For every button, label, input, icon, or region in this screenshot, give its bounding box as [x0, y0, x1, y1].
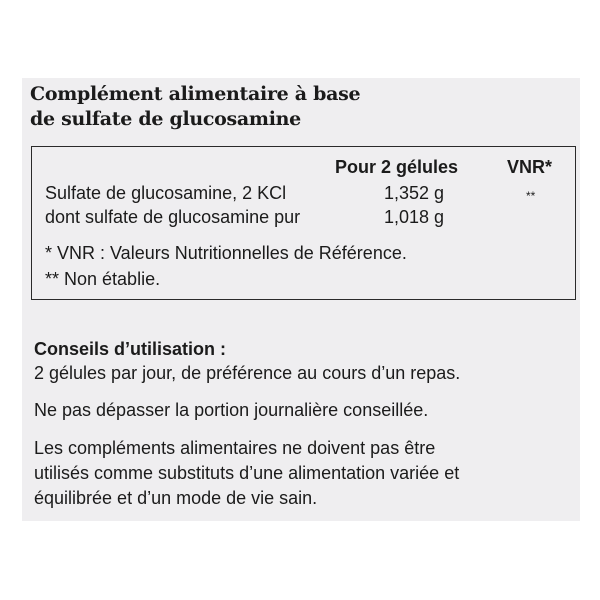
row-1-vnr: ** [526, 189, 536, 203]
usage-title: Conseils d’utilisation : [34, 339, 227, 359]
heading-line-2: de sulfate de glucosamine [30, 108, 301, 130]
footnote-vnr: * VNR : Valeurs Nutritionnelles de Référence. [45, 243, 407, 263]
disclaimer-line-2: utilisés comme substituts d’une alimentation variée et [34, 463, 460, 483]
column-header-vnr: VNR* [507, 157, 553, 177]
product-heading [30, 82, 360, 132]
row-1-amount: 1,352 g [384, 183, 445, 203]
usage-section [34, 337, 460, 385]
dosage-warning: Ne pas dépasser la portion journalière conseillée. [34, 400, 429, 420]
disclaimer [34, 436, 459, 511]
disclaimer-line-1: Les compléments alimentaires ne doivent pas être [34, 438, 436, 458]
product-label [22, 78, 580, 521]
usage-text: 2 gélules par jour, de préférence au cours d’un repas. [34, 363, 461, 383]
nutrition-table [31, 146, 576, 300]
column-header-portion: Pour 2 gélules [335, 157, 459, 177]
row-2-name: dont sulfate de glucosamine pur [45, 207, 301, 227]
heading-line-1: Complément alimentaire à base [30, 83, 361, 105]
row-2-amount: 1,018 g [384, 207, 445, 227]
disclaimer-line-3: équilibrée et d’un mode de vie sain. [34, 488, 318, 508]
footnote-not-established: ** Non établie. [45, 269, 161, 289]
row-1-name: Sulfate de glucosamine, 2 KCl [45, 183, 287, 203]
